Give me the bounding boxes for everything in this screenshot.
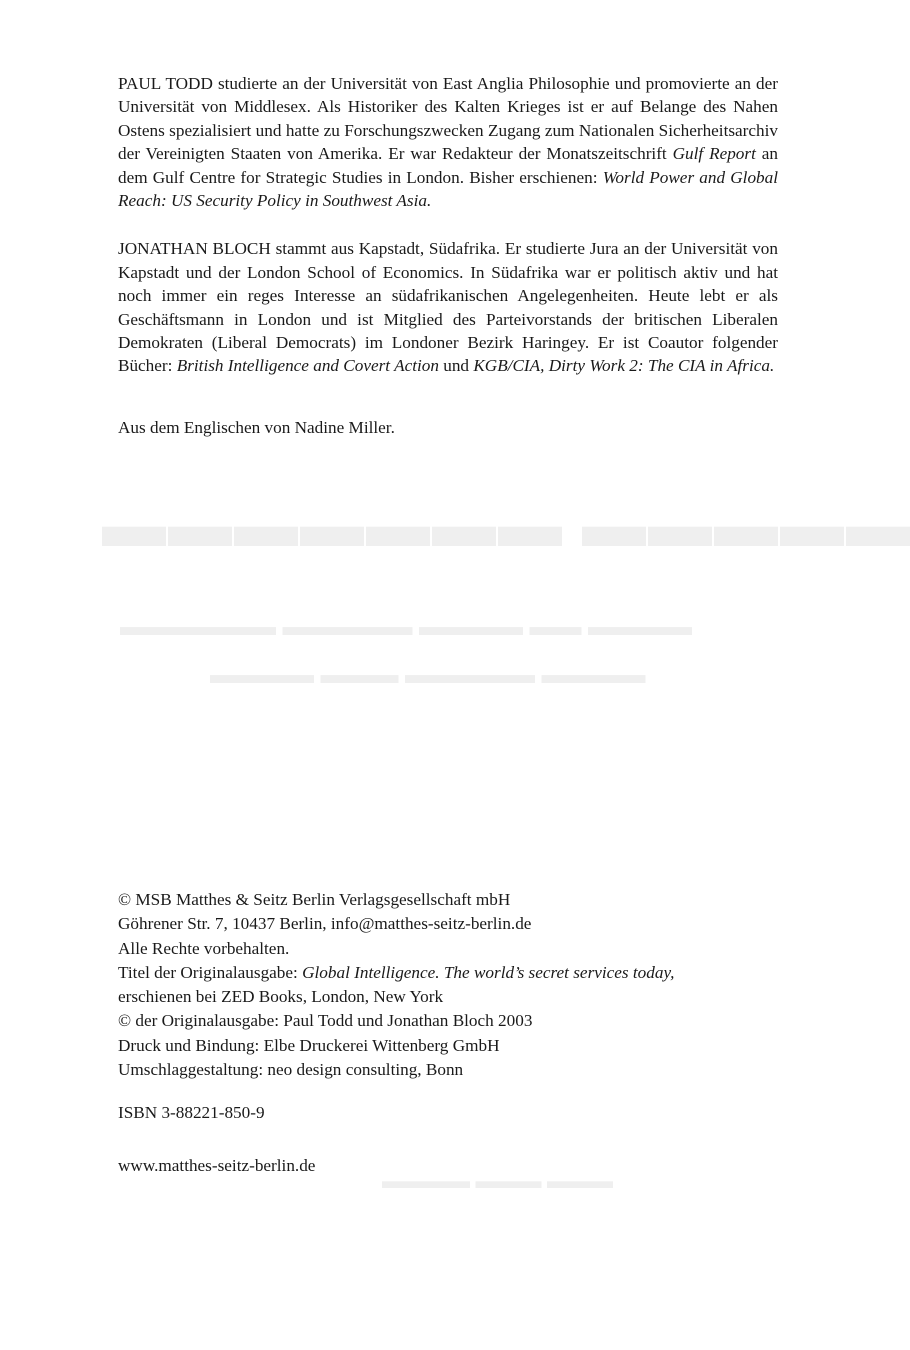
- author-bios: [118, 72, 778, 439]
- bio-text: studierte an der Universität von East Anglia Philosophie und promovierte an der Universität von Middlesex. Als Historiker des Kalten Krieges ist er auf Belange des Nahen Ostens spezialisiert und hatte zu Forschungszwecken Zugang zum Nationalen Sicherheitsarchiv der Vereinigten Staaten von Amerika. Er war Redakteur der Monatszeitschrift: [118, 74, 778, 164]
- show-through-line: ▬▬▬▬ ▬▬▬▬▬ ▬▬▬ ▬▬▬▬: [210, 660, 646, 689]
- author-name: PAUL TODD: [118, 74, 213, 93]
- journal-title: Gulf Report: [672, 144, 756, 164]
- isbn: ISBN 3-88221-850-9: [118, 1103, 265, 1122]
- publisher-website: www.matthes-seitz-berlin.de: [118, 1156, 316, 1175]
- original-title: Global Intelligence. The world’s secret services today,: [302, 962, 675, 982]
- bio-paul-todd: [118, 72, 778, 212]
- author-name: JONATHAN BLOCH: [118, 239, 271, 259]
- show-through-title: ▬▬▬▬▬ ▬▬▬▬▬▬▬: [100, 489, 910, 560]
- imprint-address: Göhrener Str. 7, 10437 Berlin, info@matthes-seitz-berlin.de: [118, 914, 532, 934]
- book-title: World Power and Global Reach: US Security Policy in Southwest Asia.: [118, 167, 779, 211]
- original-title-label: Titel der Originalausgabe:: [118, 962, 303, 982]
- imprint-publisher: © MSB Matthes & Seitz Berlin Verlagsgesellschaft mbH: [118, 890, 511, 909]
- imprint-original-title: [118, 961, 778, 985]
- imprint-rights: Alle Rechte vorbehalten.: [118, 938, 290, 958]
- imprint-printing: Druck und Bindung: Elbe Druckerei Wittenberg GmbH: [118, 1035, 500, 1055]
- bio-jonathan-bloch: [118, 237, 778, 377]
- translator-credit: Aus dem Englischen von Nadine Miller.: [118, 417, 395, 437]
- bio-text: und: [438, 356, 474, 376]
- book-title: British Intelligence and Covert Action: [176, 356, 439, 376]
- imprint-original-publisher: erschienen bei ZED Books, London, New York: [118, 987, 444, 1007]
- imprint: [118, 888, 778, 1082]
- show-through-line: ▬▬▬▬ ▬▬ ▬▬▬▬ ▬▬▬▬▬ ▬▬▬▬▬▬: [120, 612, 692, 641]
- bio-text: stammt aus Kapstadt, Südafrika. Er studierte Jura an der Universität von Kapstadt und der London School of Economics. In Südafrika war er politisch aktiv und hat noch immer ein reges Interesse an südafrikanischen Angelegenheiten. Heute lebt er als Geschäftsmann in London und ist Mitglied des Parteivorstands der britischen Liberalen Demokraten (Liberal Democrats) im Londoner Bezirk Haringey. Er ist Coautor folgender Bücher:: [118, 239, 778, 376]
- book-title: KGB/CIA, Dirty Work 2: The CIA in Africa.: [473, 356, 775, 376]
- imprint-cover-design: Umschlaggestaltung: neo design consulting, Bonn: [118, 1060, 464, 1080]
- imprint-original-copyright: © der Originalausgabe: Paul Todd und Jonathan Bloch 2003: [118, 1011, 533, 1031]
- bio-text: an dem Gulf Centre for Strategic Studies in London. Bisher erschienen:: [118, 144, 778, 187]
- show-through-line: ▬▬▬ ▬▬▬ ▬▬▬▬: [382, 1168, 613, 1193]
